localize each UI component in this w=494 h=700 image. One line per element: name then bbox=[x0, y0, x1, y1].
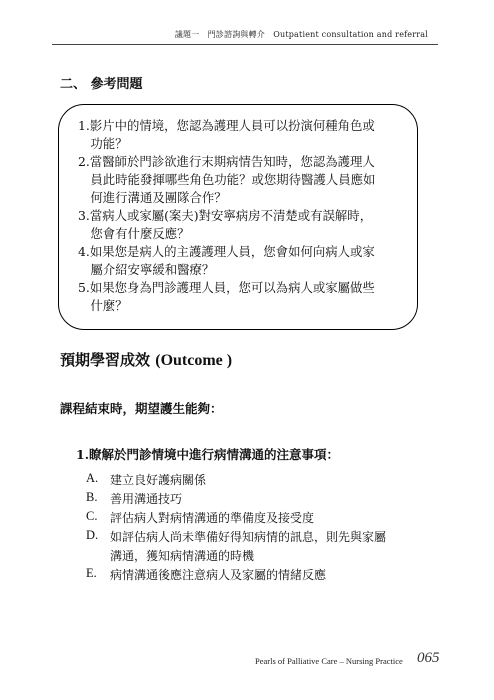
outcome-heading-zh: 預期學習成效 bbox=[60, 351, 151, 369]
question-line: 4.如果您是病人的主護護理人員，您會如何向病人或家 bbox=[78, 244, 375, 259]
item-text: 建立良好護病關係 bbox=[110, 473, 207, 487]
item-letter: A. bbox=[86, 471, 99, 485]
outcome-heading-en: (Outcome ) bbox=[155, 352, 233, 369]
item-letter: C. bbox=[86, 509, 98, 523]
footer-book-title: Pearls of Palliative Care – Nursing Practice bbox=[255, 656, 403, 666]
page-number: 065 bbox=[417, 650, 440, 666]
item-text: 評估病人對病情溝通的準備度及接受度 bbox=[110, 511, 315, 525]
question-line: 1.影片中的情境，您認為護理人員可以扮演何種角色或 bbox=[78, 118, 375, 133]
item-text: 如評估病人尚未準備好得知病情的訊息，則先與家屬 bbox=[110, 530, 387, 544]
item-letter: B. bbox=[86, 490, 98, 504]
running-header: 議題一 門診諮詢與轉介 Outpatient consultation and referral bbox=[174, 30, 428, 39]
item-text: 病情溝通後應注意病人及家屬的情緒反應 bbox=[110, 568, 327, 582]
objective-title: 1.瞭解於門診情境中進行病情溝通的注意事項： bbox=[76, 447, 340, 462]
question-line: 屬介紹安寧緩和醫療？ bbox=[78, 262, 215, 277]
item-text: 溝通，獲知病情溝通的時機 bbox=[110, 549, 255, 563]
item-text: 善用溝通技巧 bbox=[110, 492, 183, 506]
course-expectation: 課程結束時，期望護生能夠： bbox=[60, 401, 223, 416]
question-line: 2.當醫師於門診欲進行末期病情告知時，您認為護理人 bbox=[78, 154, 375, 169]
question-line: 員此時能發揮哪些角色功能？或您期待醫護人員應如 bbox=[78, 172, 376, 187]
outcome-heading bbox=[60, 349, 232, 370]
item-letter: D. bbox=[86, 528, 99, 542]
question-line: 什麼？ bbox=[78, 298, 128, 313]
question-line: 功能？ bbox=[78, 136, 128, 151]
section-title: 二、 參考問題 bbox=[60, 77, 143, 92]
question-line: 何進行溝通及團隊合作？ bbox=[78, 190, 227, 205]
question-line: 您會有什麼反應？ bbox=[78, 226, 190, 241]
question-line: 5.如果您身為門診護理人員，您可以為病人或家屬做些 bbox=[78, 280, 375, 295]
item-letter: E. bbox=[86, 566, 97, 580]
question-line: 3.當病人或家屬(案夫)對安寧病房不清楚或有誤解時， bbox=[78, 208, 373, 223]
header-divider bbox=[52, 44, 438, 45]
